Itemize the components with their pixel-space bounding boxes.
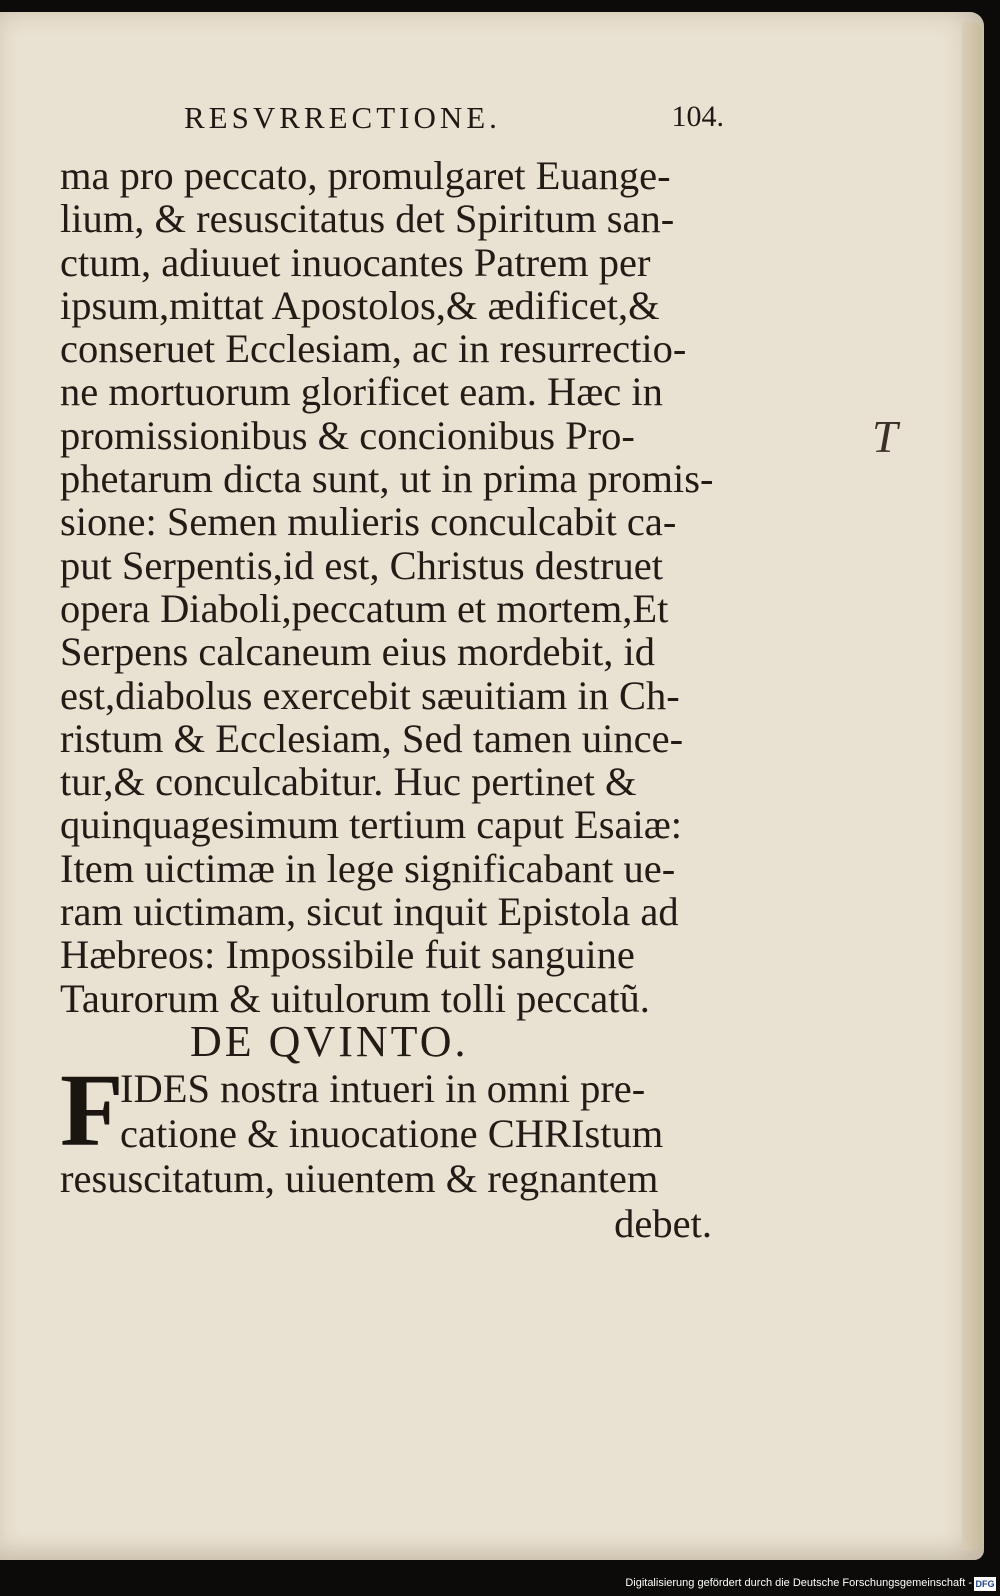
text-line: ipsum,mittat Apostolos,& ædificet,&: [60, 282, 660, 328]
body-text: [60, 154, 740, 1020]
text-line: phetarum dicta sunt, ut in prima promis-: [60, 456, 714, 502]
text-line: Hæbreos: Impossibile fuit sanguine: [60, 932, 635, 978]
text-line: ma pro peccato, promulgaret Euange-: [60, 153, 671, 198]
text-line: quinquagesimum tertium caput Esaiæ:: [60, 802, 683, 848]
running-title: RESVRRECTIONE.: [184, 100, 501, 135]
text-line: ctum, adiuuet inuocantes Patrem per: [60, 239, 651, 285]
text-line: lium, & resuscitatus det Spiritum san-: [60, 196, 675, 242]
running-head: [184, 100, 724, 140]
text-line: ristum & Ecclesiam, Sed tamen uince-: [60, 715, 684, 761]
text-line: ne mortuorum glorificet eam. Hæc in: [60, 369, 663, 415]
text-line: ram uictimam, sicut inquit Epistola ad: [60, 889, 679, 935]
text-line: est,diabolus exercebit sæuitiam in Ch-: [60, 672, 680, 718]
section-heading: DE QVINTO.: [190, 1017, 469, 1066]
footer-credit: Digitalisierung gefördert durch die Deutsche Forschungsgemeinschaft -: [625, 1577, 972, 1589]
margin-annotation: T: [872, 411, 898, 462]
page-edge: [962, 22, 982, 1550]
text-line: put Serpentis,id est, Christus destruet: [60, 542, 663, 588]
page-number: 104.: [671, 100, 724, 133]
text-line: promissionibus & concionibus Pro-: [60, 412, 635, 458]
drop-cap: F: [60, 1053, 124, 1168]
text-line: sione: Semen mulieris conculcabit ca-: [60, 499, 677, 545]
text-line: debet.: [614, 1201, 712, 1246]
dfg-logo: DFG: [975, 1579, 995, 1589]
text-line: IDES nostra intueri in omni pre-: [120, 1066, 646, 1111]
text-line: resuscitatum, uiuentem & regnantem: [60, 1156, 659, 1201]
text-line: catione & inuocatione CHRIstum: [120, 1111, 664, 1156]
text-line: tur,& conculcabitur. Huc pertinet &: [60, 759, 637, 805]
text-line: opera Diaboli,peccatum et mortem,Et: [60, 585, 669, 631]
section-text: [60, 1053, 740, 1246]
text-line: Taurorum & uitulorum tolli peccatũ.: [60, 975, 650, 1021]
text-line: Serpens calcaneum eius mordebit, id: [60, 629, 655, 675]
text-line: Item uictimæ in lege significabant ue-: [60, 845, 676, 891]
text-line: conseruet Ecclesiam, ac in resurrectio-: [60, 326, 687, 372]
